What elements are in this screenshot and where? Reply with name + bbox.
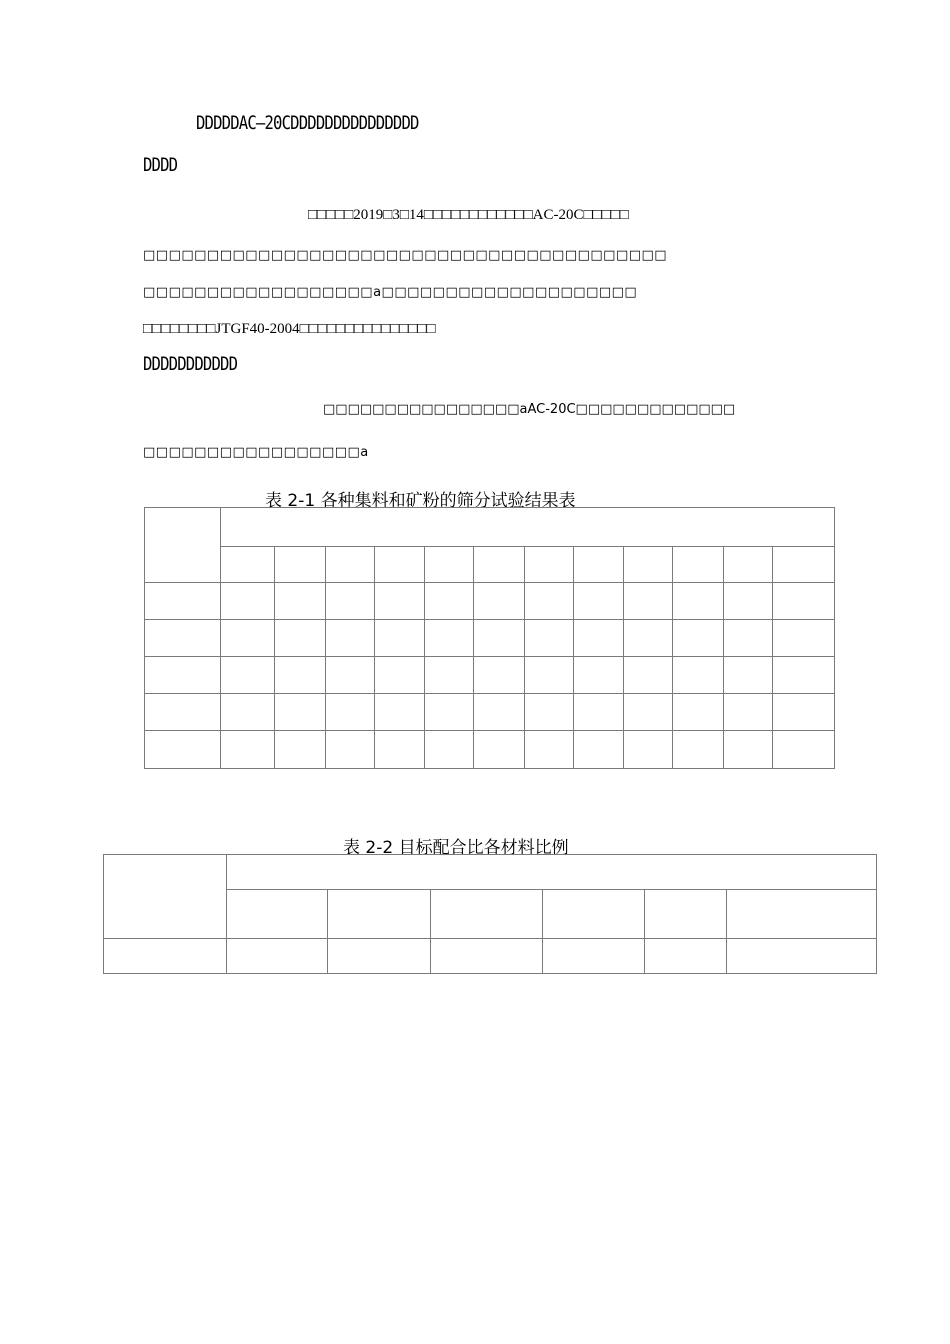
table-1-caption: 表 2-1 各种集料和矿粉的筛分试验结果表 [265, 491, 576, 511]
paragraph-line-4: □□□□□□□□JTGF40-2004□□□□□□□□□□□□□□□ [143, 321, 436, 337]
table-row [145, 694, 835, 731]
paragraph-line-3: □□□□□□□□□□□□□□□□□□a□□□□□□□□□□□□□□□□□□□□ [143, 285, 638, 300]
table-row [145, 657, 835, 694]
table-row [145, 547, 835, 583]
table-row [104, 939, 877, 974]
section-heading-2: DDDDDDDDDDD [143, 353, 238, 375]
table-header-cell [104, 855, 227, 939]
table-header-cell [145, 508, 221, 583]
paragraph-2: □□□□□□□□□□□□□□□□aAC-20C□□□□□□□□□□□□□ [323, 402, 736, 417]
table-row [145, 620, 835, 657]
material-proportion-table [103, 854, 877, 974]
paragraph-1: □□□□□2019□3□14□□□□□□□□□□□□AC-20C□□□□□ [308, 207, 629, 223]
paragraph-line-2: □□□□□□□□□□□□□□□□□□□□□□□□□□□□□□□□□□□□□□□□□ [143, 248, 668, 263]
sieve-results-table [144, 507, 835, 769]
table-header-cell [221, 508, 835, 547]
section-heading-1: DDDD [143, 154, 178, 176]
table-2-caption: 表 2-2 目标配合比各材料比例 [343, 838, 569, 858]
table-row [145, 731, 835, 769]
table-header-cell [227, 855, 877, 890]
paragraph-line-5: □□□□□□□□□□□□□□□□□a [143, 445, 369, 460]
document-title: DDDDDAC—20CDDDDDDDDDDDDDDD [196, 112, 419, 134]
table-row [145, 583, 835, 620]
